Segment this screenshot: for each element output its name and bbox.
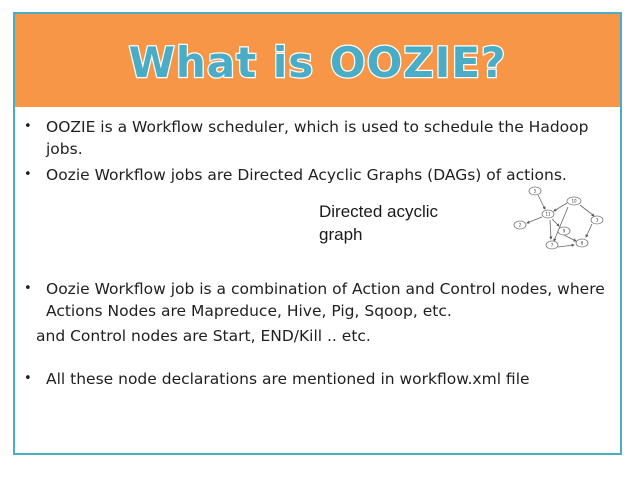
title-banner <box>15 14 620 107</box>
dag-edge <box>558 245 574 247</box>
dag-edge <box>580 205 594 216</box>
dag-edge <box>538 195 545 209</box>
dag-edge <box>554 203 567 211</box>
dag-node-label: 8 <box>580 240 584 246</box>
bullet-dot: • <box>24 281 32 296</box>
bullet-item <box>24 116 614 160</box>
bullet-text: All these node declarations are mentioned in workflow.xml file <box>46 370 530 388</box>
dag-figure <box>306 188 626 265</box>
dag-node-label: 2 <box>518 222 522 228</box>
continuation-text: and Control nodes are Start, END/Kill .. etc. <box>36 327 371 345</box>
bullet-dot: • <box>24 167 32 182</box>
dag-node-label: 7 <box>550 242 554 248</box>
bullet-item <box>24 164 614 186</box>
dag-caption-line-2: graph <box>319 225 363 244</box>
dag-node-label: 11 <box>545 211 551 217</box>
dag-node-label: 3 <box>595 217 599 223</box>
dag-node-label: 5 <box>533 188 537 194</box>
bullet-text: Oozie Workflow job is a combination of Action and Control nodes, where Actions Nodes are Mapreduce, Hive, Pig, Sqoop, etc. <box>46 280 605 320</box>
dag-caption <box>319 200 438 246</box>
dag-edge <box>527 217 542 223</box>
bullet-dot: • <box>24 119 32 134</box>
dag-graph <box>502 185 614 263</box>
bullet-text: OOZIE is a Workflow scheduler, which is used to schedule the Hadoop jobs. <box>46 118 589 158</box>
bullet-item <box>24 278 614 322</box>
dag-edge <box>586 224 592 237</box>
bullet-dot: • <box>24 371 32 386</box>
dag-edge <box>564 235 576 241</box>
dag-node-label: 9 <box>562 228 566 234</box>
slide-title: What is OOZIE? <box>128 38 507 87</box>
dag-caption-line-1: Directed acyclic <box>319 202 439 221</box>
dag-edge <box>550 220 551 239</box>
bullet-item <box>24 368 614 390</box>
bullet-text: Oozie Workflow jobs are Directed Acyclic Graphs (DAGs) of actions. <box>46 166 567 184</box>
dag-edge <box>552 219 559 226</box>
dag-node-label: 10 <box>571 198 577 204</box>
